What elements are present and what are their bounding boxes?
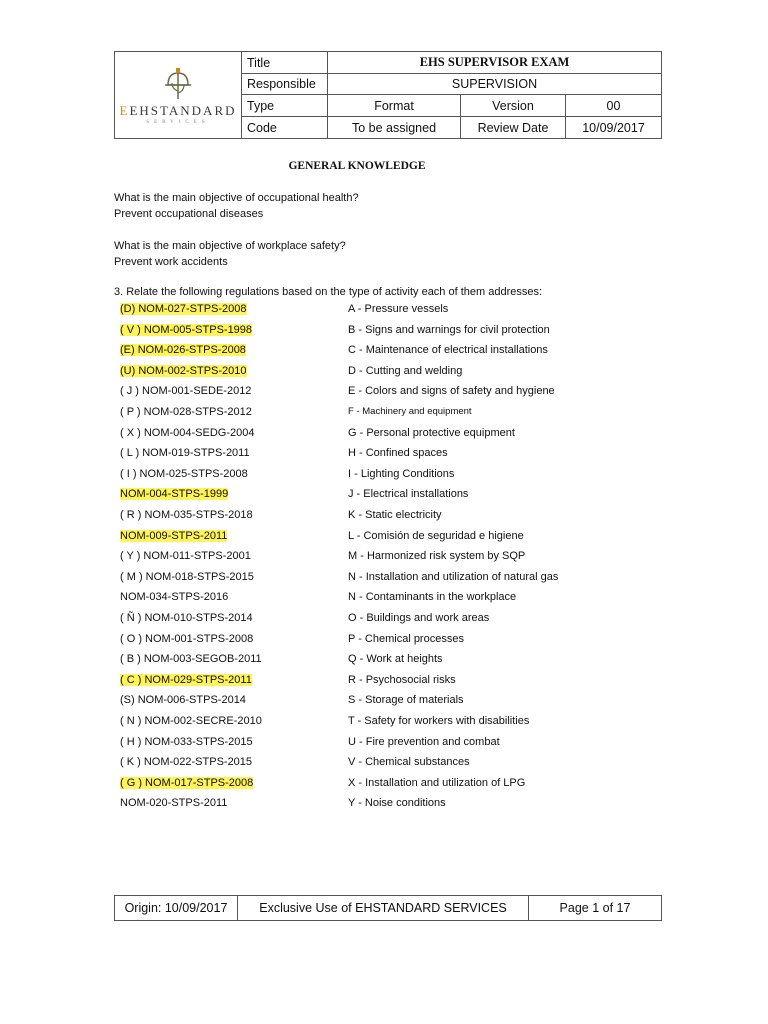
regulation-item	[120, 569, 254, 585]
activity-item: O - Buildings and work areas	[348, 612, 490, 624]
version-label: Version	[461, 95, 566, 117]
activity-item: J - Electrical installations	[348, 488, 469, 501]
regulation-text: ( X ) NOM-004-SEDG-2004	[120, 426, 255, 439]
regulation-text: ( B ) NOM-003-SEGOB-2011	[120, 653, 262, 666]
regulation-item	[120, 342, 246, 358]
regulation-item	[120, 713, 262, 729]
regulation-text: ( I ) NOM-025-STPS-2008	[120, 467, 248, 480]
type-value: Format	[328, 95, 461, 117]
code-value: To be assigned	[328, 117, 461, 139]
regulation-text: ( V ) NOM-005-STPS-1998	[120, 323, 253, 336]
review-date-value: 10/09/2017	[566, 117, 662, 139]
responsible-value: SUPERVISION	[328, 74, 662, 95]
footer-usage: Exclusive Use of EHSTANDARD SERVICES	[238, 896, 529, 921]
company-logo	[115, 65, 241, 125]
activity-item: P - Chemical processes	[348, 632, 464, 645]
activity-item: Q - Work at heights	[348, 653, 443, 666]
footer-page: Page 1 of 17	[529, 896, 662, 921]
regulation-text: ( M ) NOM-018-STPS-2015	[120, 570, 254, 583]
regulation-text: ( J ) NOM-001-SEDE-2012	[120, 385, 252, 398]
regulation-text: ( R ) NOM-035-STPS-2018	[120, 509, 253, 521]
question-3: 3. Relate the following regulations based on the type of activity each of them addresses:	[114, 286, 543, 298]
regulation-item	[120, 445, 250, 461]
hardhat-plant-icon	[160, 65, 196, 101]
question-1: What is the main objective of occupational health?	[114, 192, 359, 204]
activity-item: L - Comisión de seguridad e higiene	[348, 529, 524, 542]
regulation-item	[120, 589, 228, 605]
activity-item: V - Chemical substances	[348, 756, 470, 769]
activity-item: A - Pressure vessels	[348, 303, 449, 315]
document-footer	[114, 895, 662, 921]
regulation-item	[120, 795, 227, 811]
activity-item: Y - Noise conditions	[348, 797, 446, 810]
regulation-text: NOM-034-STPS-2016	[120, 591, 229, 604]
regulation-item	[120, 692, 246, 708]
logo-cell	[115, 52, 242, 139]
review-date-label: Review Date	[461, 117, 566, 139]
activity-item: N - Contaminants in the workplace	[348, 591, 517, 604]
regulation-item	[120, 754, 252, 770]
activity-item: U - Fire prevention and combat	[348, 735, 500, 748]
activity-item: R - Psychosocial risks	[348, 673, 456, 686]
regulation-text: ( Y ) NOM-011-STPS-2001	[120, 550, 251, 563]
regulation-item	[120, 775, 253, 791]
activity-item: N - Installation and utilization of natural gas	[348, 570, 559, 583]
regulation-item	[120, 507, 253, 523]
responsible-label: Responsible	[242, 74, 328, 95]
regulation-item	[120, 548, 251, 564]
brand-name: EEHSTANDARD	[119, 103, 237, 118]
activity-item: M - Harmonized risk system by SQP	[348, 550, 526, 563]
regulation-text: ( G ) NOM-017-STPS-2008	[120, 776, 254, 789]
regulation-item	[120, 631, 253, 647]
regulation-item	[120, 383, 251, 399]
activity-item: K - Static electricity	[348, 509, 442, 521]
regulation-text: ( Ñ ) NOM-010-STPS-2014	[120, 612, 253, 624]
regulation-item	[120, 734, 253, 750]
activity-item: E - Colors and signs of safety and hygiene	[348, 385, 555, 398]
regulation-text: (S) NOM-006-STPS-2014	[120, 694, 246, 707]
regulation-text: NOM-020-STPS-2011	[120, 797, 228, 810]
question-2: What is the main objective of workplace safety?	[114, 240, 346, 252]
activity-item: F - Machinery and equipment	[348, 406, 472, 417]
regulation-item	[120, 672, 252, 688]
title-label: Title	[242, 52, 328, 74]
activity-item: H - Confined spaces	[348, 447, 448, 460]
version-value: 00	[566, 95, 662, 117]
regulation-item	[120, 610, 253, 626]
regulation-item	[120, 425, 254, 441]
regulation-item	[120, 363, 247, 379]
activity-item: G - Personal protective equipment	[348, 426, 515, 439]
regulation-text: (E) NOM-026-STPS-2008	[120, 344, 246, 357]
activity-item: S - Storage of materials	[348, 694, 464, 707]
answer-2: Prevent work accidents	[114, 256, 228, 268]
section-title: GENERAL KNOWLEDGE	[288, 160, 426, 172]
activity-item: C - Maintenance of electrical installations	[348, 344, 548, 357]
answer-1: Prevent occupational diseases	[114, 208, 264, 220]
regulation-text: NOM-004-STPS-1999	[120, 488, 229, 501]
footer-origin: Origin: 10/09/2017	[115, 896, 238, 921]
document-header	[114, 51, 662, 139]
type-label: Type	[242, 95, 328, 117]
regulation-text: ( N ) NOM-002-SECRE-2010	[120, 715, 262, 727]
regulation-item	[120, 322, 252, 338]
activity-item: D - Cutting and welding	[348, 364, 463, 377]
regulation-item	[120, 486, 228, 502]
regulation-item	[120, 528, 227, 544]
regulation-text: ( C ) NOM-029-STPS-2011	[120, 673, 252, 686]
regulation-text: ( H ) NOM-033-STPS-2015	[120, 735, 253, 748]
activity-item: I - Lighting Conditions	[348, 467, 455, 480]
title-value: EHS SUPERVISOR EXAM	[328, 52, 662, 74]
regulation-text: ( O ) NOM-001-STPS-2008	[120, 632, 254, 645]
regulation-text: ( L ) NOM-019-STPS-2011	[120, 447, 250, 460]
activity-item: X - Installation and utilization of LPG	[348, 776, 526, 789]
regulation-item	[120, 301, 247, 317]
regulation-item	[120, 651, 262, 667]
regulation-text: (U) NOM-002-STPS-2010	[120, 364, 247, 377]
brand-subtitle: SERVICES	[146, 120, 210, 125]
regulation-text: (D) NOM-027-STPS-2008	[120, 303, 247, 315]
regulation-item	[120, 466, 248, 482]
regulation-item	[120, 404, 252, 420]
regulation-text: NOM-009-STPS-2011	[120, 529, 228, 542]
regulation-text: ( P ) NOM-028-STPS-2012	[120, 406, 252, 418]
activity-item: T - Safety for workers with disabilities	[348, 715, 530, 727]
regulation-text: ( K ) NOM-022-STPS-2015	[120, 756, 253, 769]
code-label: Code	[242, 117, 328, 139]
activity-item: B - Signs and warnings for civil protection	[348, 323, 550, 336]
